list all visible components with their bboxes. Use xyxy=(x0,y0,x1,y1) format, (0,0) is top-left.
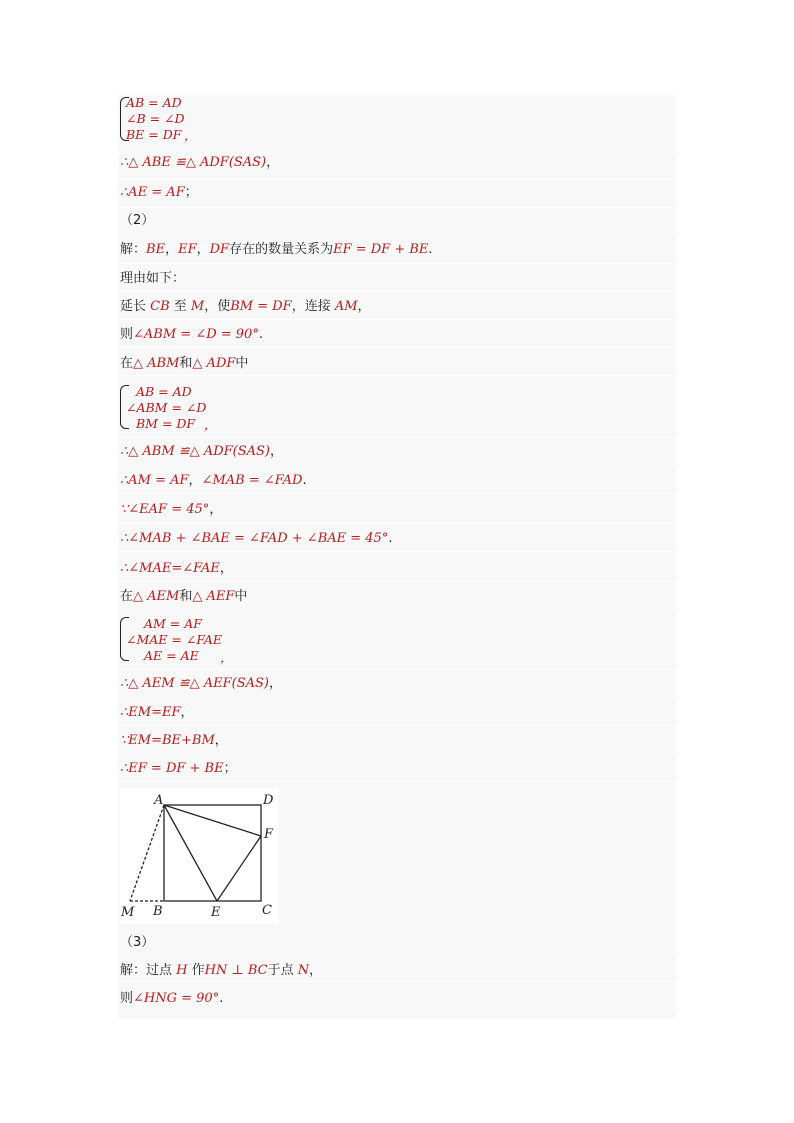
statement: 则∠ABM = ∠D = 90°. xyxy=(120,327,263,342)
row-divider xyxy=(118,644,676,670)
system-line: ∠MAE = ∠FAE xyxy=(126,632,223,647)
part-label: （3） xyxy=(120,935,155,950)
system-line: AB = AD xyxy=(136,384,192,399)
punctuation: ， xyxy=(220,650,233,665)
part-label: （2） xyxy=(120,213,155,228)
row-divider xyxy=(118,128,676,154)
system-line: AM = AF xyxy=(144,616,202,631)
statement: ∴△ AEM ≌△ AEF(SAS)， xyxy=(120,676,283,691)
statement: ∴∠MAE=∠FAE， xyxy=(120,561,233,576)
label-m: M xyxy=(121,905,135,920)
system-line: ∠ABM = ∠D xyxy=(126,400,207,415)
system-line: AB = AD xyxy=(126,95,182,110)
statement: ∵EM=BE+BM， xyxy=(120,733,228,748)
label-d: D xyxy=(263,793,274,808)
label-a: A xyxy=(154,793,164,808)
label-c: C xyxy=(262,903,272,918)
square-diagram xyxy=(120,788,278,924)
row-divider xyxy=(118,208,676,234)
square-abcd xyxy=(164,805,261,901)
system-line: AE = AE xyxy=(144,648,199,663)
statement: 解：过点 H 作HN ⊥ BC于点 N， xyxy=(120,963,323,978)
row-divider xyxy=(118,412,676,438)
statement: ∴EF = DF + BE； xyxy=(120,761,237,776)
segment-ef xyxy=(217,836,261,901)
statement: ∴AM = AF，∠MAB = ∠FAD. xyxy=(120,473,307,488)
statement: ∴AE = AF； xyxy=(120,185,198,200)
label-f: F xyxy=(264,827,274,842)
statement: 在△ ABM和△ ADF中 xyxy=(120,356,249,371)
geometry-figure xyxy=(120,788,278,924)
statement: ∵∠EAF = 45°， xyxy=(120,502,223,517)
statement: 则∠HNG = 90°. xyxy=(120,991,224,1006)
statement: 在△ AEM和△ AEF中 xyxy=(120,589,248,604)
statement: 解：BE，EF，DF存在的数量关系为EF = DF + BE. xyxy=(120,242,433,257)
statement: ∴EM=EF， xyxy=(120,705,194,720)
label-b: B xyxy=(153,904,163,919)
row-divider xyxy=(118,700,676,726)
segment-am-dashed xyxy=(130,805,164,901)
statement: ∴△ ABM ≌△ ADF(SAS)， xyxy=(120,444,283,459)
row-divider xyxy=(118,182,676,208)
row-divider xyxy=(118,928,676,954)
statement: 延长 CB 至 M，使BM = DF，连接 AM， xyxy=(120,299,371,314)
system-line: BE = DF xyxy=(126,127,182,142)
statement: ∴∠MAB + ∠BAE = ∠FAD + ∠BAE = 45°. xyxy=(120,531,393,546)
statement: 理由如下： xyxy=(120,271,186,286)
punctuation: ， xyxy=(184,128,197,143)
system-line: BM = DF xyxy=(136,416,196,431)
statement: ∴△ ABE ≌△ ADF(SAS)， xyxy=(120,155,280,170)
label-e: E xyxy=(211,905,221,920)
system-line: ∠B = ∠D xyxy=(126,111,185,126)
punctuation: ， xyxy=(204,417,217,432)
row-divider xyxy=(118,266,676,292)
